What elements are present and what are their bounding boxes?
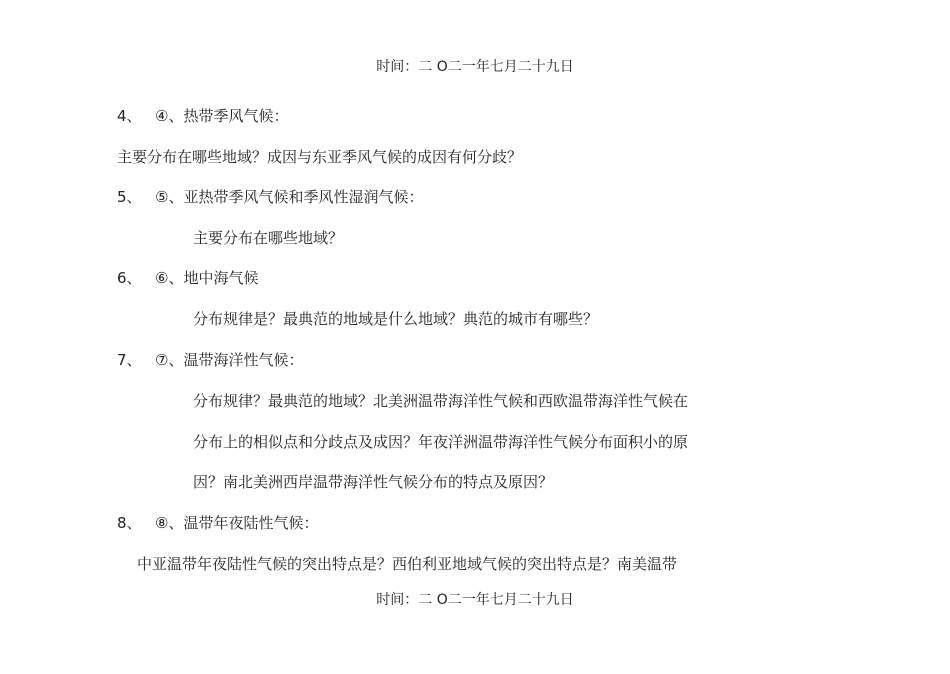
question-text: 分布规律是？最典范的地域是什么地域？典范的城市有哪些？ <box>193 310 599 328</box>
question-text: 因？南北美洲西岸温带海洋性气候分布的特点及原因？ <box>193 473 554 491</box>
item-number: 4、 <box>117 107 142 125</box>
question-text: 中亚温带年夜陆性气候的突出特点是？西伯利亚地域气候的突出特点是？南美温带 <box>137 555 678 573</box>
item-title: ⑤、亚热带季风气候和季风性湿润气候： <box>155 188 424 206</box>
page-footer-date: 时间：二 O二一年七月二十九日 <box>376 592 574 608</box>
item-title: ⑦、温带海洋性气候： <box>155 351 304 369</box>
page-header-date: 时间：二 O二一年七月二十九日 <box>376 59 574 75</box>
item-number: 8、 <box>117 514 142 532</box>
item-title: ⑥、地中海气候 <box>155 269 259 287</box>
heading-item-4 <box>117 106 288 126</box>
item-title: ④、热带季风气候： <box>155 107 289 125</box>
heading-item-7 <box>117 350 303 370</box>
question-text: 主要分布在哪些地域？ <box>193 229 344 247</box>
question-text: 分布规律？最典范的地域？北美洲温带海洋性气候和西欧温带海洋性气候在 <box>193 392 689 410</box>
question-text: 主要分布在哪些地域？成因与东亚季风气候的成因有何分歧？ <box>117 148 523 166</box>
item-number: 6、 <box>117 269 142 287</box>
item-title: ⑧、温带年夜陆性气候： <box>155 514 319 532</box>
heading-item-6 <box>117 268 258 288</box>
heading-item-5 <box>117 187 423 207</box>
question-text: 分布上的相似点和分歧点及成因？年夜洋洲温带海洋性气候分布面积小的原 <box>193 433 689 451</box>
heading-item-8 <box>117 513 318 533</box>
item-number: 5、 <box>117 188 142 206</box>
item-number: 7、 <box>117 351 142 369</box>
